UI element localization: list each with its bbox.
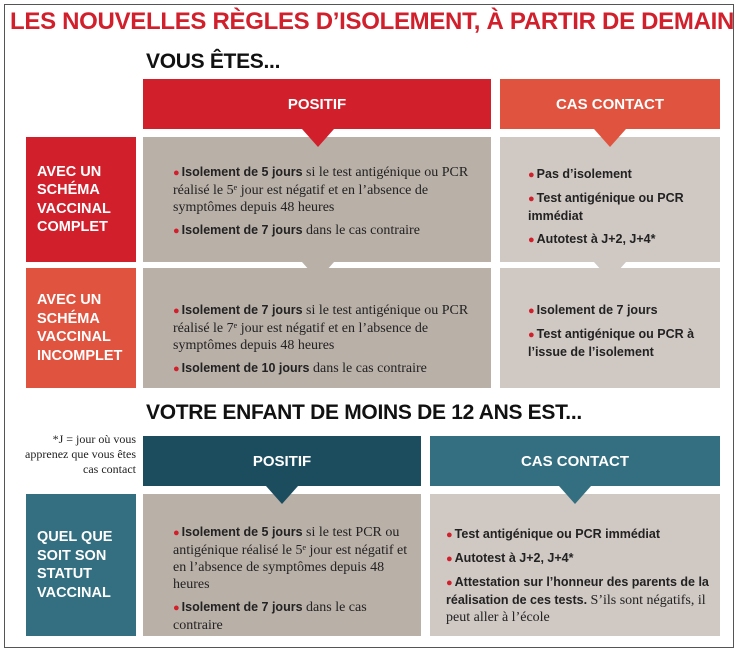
- bullet-icon: ●: [528, 329, 535, 341]
- col-header-enfant-contact: CAS CONTACT: [430, 436, 720, 486]
- content-incomplet-contact: ● Isolement de 7 jours ● Test antigénique ou PCR à l’issue de l’isolement: [528, 303, 695, 359]
- bullet-icon: ●: [173, 167, 180, 179]
- bullet-icon: ●: [446, 577, 453, 589]
- footnote: *J = jour où vous apprenez que vous êtes cas contact: [25, 432, 136, 476]
- bullet-icon: ●: [528, 234, 535, 246]
- bullet-icon: ●: [528, 193, 535, 205]
- bullet-icon: ●: [173, 602, 180, 614]
- pointer-contact: [594, 129, 626, 147]
- bullet-icon: ●: [173, 527, 180, 539]
- content-complet-contact: ● Pas d’isolement ● Test antigénique ou PCR immédiat ● Autotest à J+2, J+4*: [528, 167, 684, 246]
- section1-heading: VOUS ÊTES...: [146, 50, 281, 73]
- row-label-complet: AVEC UN SCHÉMA VACCINAL COMPLET: [26, 137, 136, 262]
- pointer-enfant-positif: [266, 486, 298, 504]
- bullet-icon: ●: [528, 169, 535, 181]
- bullet-icon: ●: [173, 363, 180, 375]
- col-header-cas-contact: CAS CONTACT: [500, 79, 720, 129]
- content-enfant-positif: ● Isolement de 5 jours si le test PCR ou antigénique réalisé le 5ᵉ jour est négatif et en l’absence de symptômes depuis 48 heures ● Isolement de 7 jours dans le cas contraire: [173, 525, 408, 633]
- bullet-icon: ●: [173, 225, 180, 237]
- content-incomplet-positif: ● Isolement de 7 jours si le test antigénique ou PCR réalisé le 7ᵉ jour est négatif et en l’absence de symptômes depuis 48 heures ● Isolement de 10 jours dans le cas contraire: [173, 303, 469, 376]
- pointer-contact-2: [594, 262, 626, 280]
- col-header-enfant-positif: POSITIF: [143, 436, 421, 486]
- main-title: LES NOUVELLES RÈGLES D’ISOLEMENT, À PARTIR DE DEMAIN: [10, 8, 735, 35]
- bullet-icon: ●: [173, 305, 180, 317]
- content-enfant-contact: ● Test antigénique ou PCR immédiat ● Autotest à J+2, J+4* ● Attestation sur l’honneur des parents de la réalisation de ces tests. S’ils sont négatifs, il peut aller à l’école: [446, 527, 709, 625]
- row-label-statut: QUEL QUE SOIT SON STATUT VACCINAL: [26, 494, 136, 636]
- row-label-incomplet: AVEC UN SCHÉMA VACCINAL INCOMPLET: [26, 268, 136, 388]
- pointer-positif: [302, 129, 334, 147]
- bullet-icon: ●: [446, 529, 453, 541]
- section2-heading: VOTRE ENFANT DE MOINS DE 12 ANS EST...: [146, 401, 582, 424]
- content-complet-positif: ● Isolement de 5 jours si le test antigénique ou PCR réalisé le 5ᵉ jour est négatif et en l’absence de symptômes depuis 48 heures ● Isolement de 7 jours dans le cas contraire: [173, 165, 469, 238]
- bullet-icon: ●: [446, 553, 453, 565]
- bullet-icon: ●: [528, 305, 535, 317]
- col-header-positif: POSITIF: [143, 79, 491, 129]
- pointer-enfant-contact: [559, 486, 591, 504]
- pointer-positif-2: [302, 262, 334, 280]
